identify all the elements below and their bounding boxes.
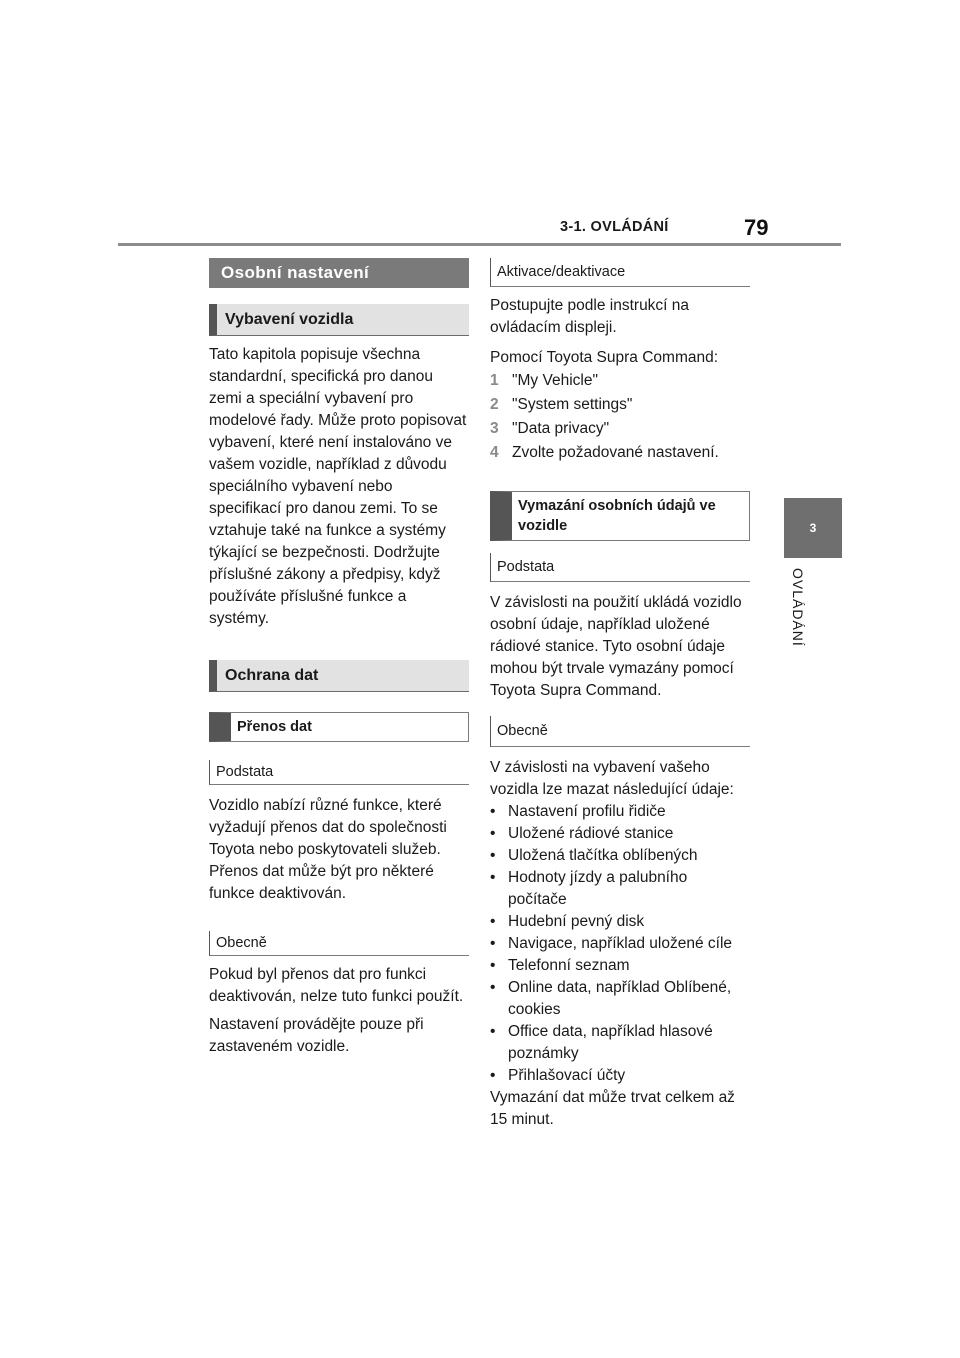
bullet-item: • Nastavení profilu řidiče [490,801,750,823]
chapter-side-label: OVLÁDÁNÍ [790,568,806,647]
page-number: 79 [744,215,769,240]
paragraph-vybaveni: Tato kapitola popisuje všechna standardní, specifická pro danou zemi a speciální vybavení pro modelové řady. Může proto popisovat vybavení, které není instalováno ve vašem vozidle, například z důvodu speciálního vybavení nebo specifikací pro danou zemi. To se vztahuje také na funkce a systémy týkající se bezpečnosti. Dodržujte příslušné zákony a předpisy, když používáte příslušné funkce a systémy. [209,346,467,627]
bullet-text: Navigace, například uložené cíle [508,935,733,952]
paragraph-obecne-1: Pokud byl přenos dat pro funkci deaktivován, nelze tuto funkci použít. [209,966,464,1005]
step-number: 1 [490,372,499,389]
steps-list [490,369,750,465]
bullet-item: • Uložená tlačítka oblíbených [490,845,750,867]
heading-podstata: Podstata [490,553,750,582]
paragraph-pomoci: Pomocí Toyota Supra Command: [490,349,719,366]
bullet-text: Office data, například hlasové poznámky [508,1023,713,1062]
bullet-item: • Hudební pevný disk [490,911,750,933]
step-number: 2 [490,396,499,413]
bullet-text: Telefonní seznam [508,957,630,974]
bullet-item: • Online data, například Oblíbené, cookies [490,977,750,1021]
paragraph-obecne: V závislosti na vybavení vašeho vozidla lze mazat následující údaje: [490,759,734,798]
bullet-item: • Uložené rádiové stanice [490,823,750,845]
bullet-item: • Telefonní seznam [490,955,750,977]
heading-prenos-dat: Přenos dat [209,712,469,742]
step-item [490,417,750,441]
paragraph-aktivace: Postupujte podle instrukcí na ovládacím displeji. [490,297,690,336]
bullet-item: • Hodnoty jízdy a palubního počítače [490,867,750,911]
step-text: "My Vehicle" [512,372,598,389]
heading-aktivace-deaktivace: Aktivace/deaktivace [490,258,750,287]
bullet-list [490,801,750,1087]
step-text: "System settings" [512,396,633,413]
bullet-text: Nastavení profilu řidiče [508,803,666,820]
step-item [490,441,750,465]
bullet-item: • Přihlašovací účty [490,1065,750,1087]
bullet-text: Hodnoty jízdy a palubního počítače [508,869,688,908]
left-column [209,258,469,1058]
bullet-text: Uložené rádiové stanice [508,825,674,842]
step-text: Zvolte požadované nastavení. [512,444,719,461]
bullet-text: Uložená tlačítka oblíbených [508,847,698,864]
header-divider [118,243,841,246]
bullet-text: Hudební pevný disk [508,913,645,930]
heading-obecne: Obecně [490,716,750,747]
section-heading-osobni-nastaveni: Osobní nastavení [209,258,469,288]
bullet-text: Přihlašovací účty [508,1067,626,1084]
step-item [490,369,750,393]
chapter-number: 3 [809,521,817,535]
paragraph-vymazani-cas: Vymazání dat může trvat celkem až 15 minut. [490,1089,735,1128]
heading-podstata: Podstata [209,760,469,785]
running-header-section: 3-1. OVLÁDÁNÍ [560,219,669,235]
heading-obecne: Obecně [209,931,469,956]
heading-ochrana-dat: Ochrana dat [209,660,469,692]
step-item [490,393,750,417]
step-text: "Data privacy" [512,420,610,437]
paragraph-obecne-2: Nastavení provádějte pouze při zastaveném vozidle. [209,1016,424,1055]
heading-vymazani-osobnich-udaju: Vymazání osobních údajů ve vozidle [490,491,750,541]
paragraph-podstata: Vozidlo nabízí různé funkce, které vyžadují přenos dat do společnosti Toyota nebo poskytovateli služeb. Přenos dat může být pro některé funkce deaktivován. [209,797,447,902]
bullet-text: Online data, například Oblíbené, cookies [508,979,732,1018]
bullet-item: • Navigace, například uložené cíle [490,933,750,955]
paragraph-podstata: V závislosti na použití ukládá vozidlo osobní údaje, například uložené rádiové stanice. Tyto osobní údaje mohou být trvale vymazány pomocí Toyota Supra Command. [490,594,742,699]
right-column [490,258,750,1131]
step-number: 4 [490,444,499,461]
bullet-item: • Office data, například hlasové poznámky [490,1021,750,1065]
step-number: 3 [490,420,499,437]
chapter-tab [784,498,842,558]
heading-vybaveni-vozidla: Vybavení vozidla [209,304,469,336]
